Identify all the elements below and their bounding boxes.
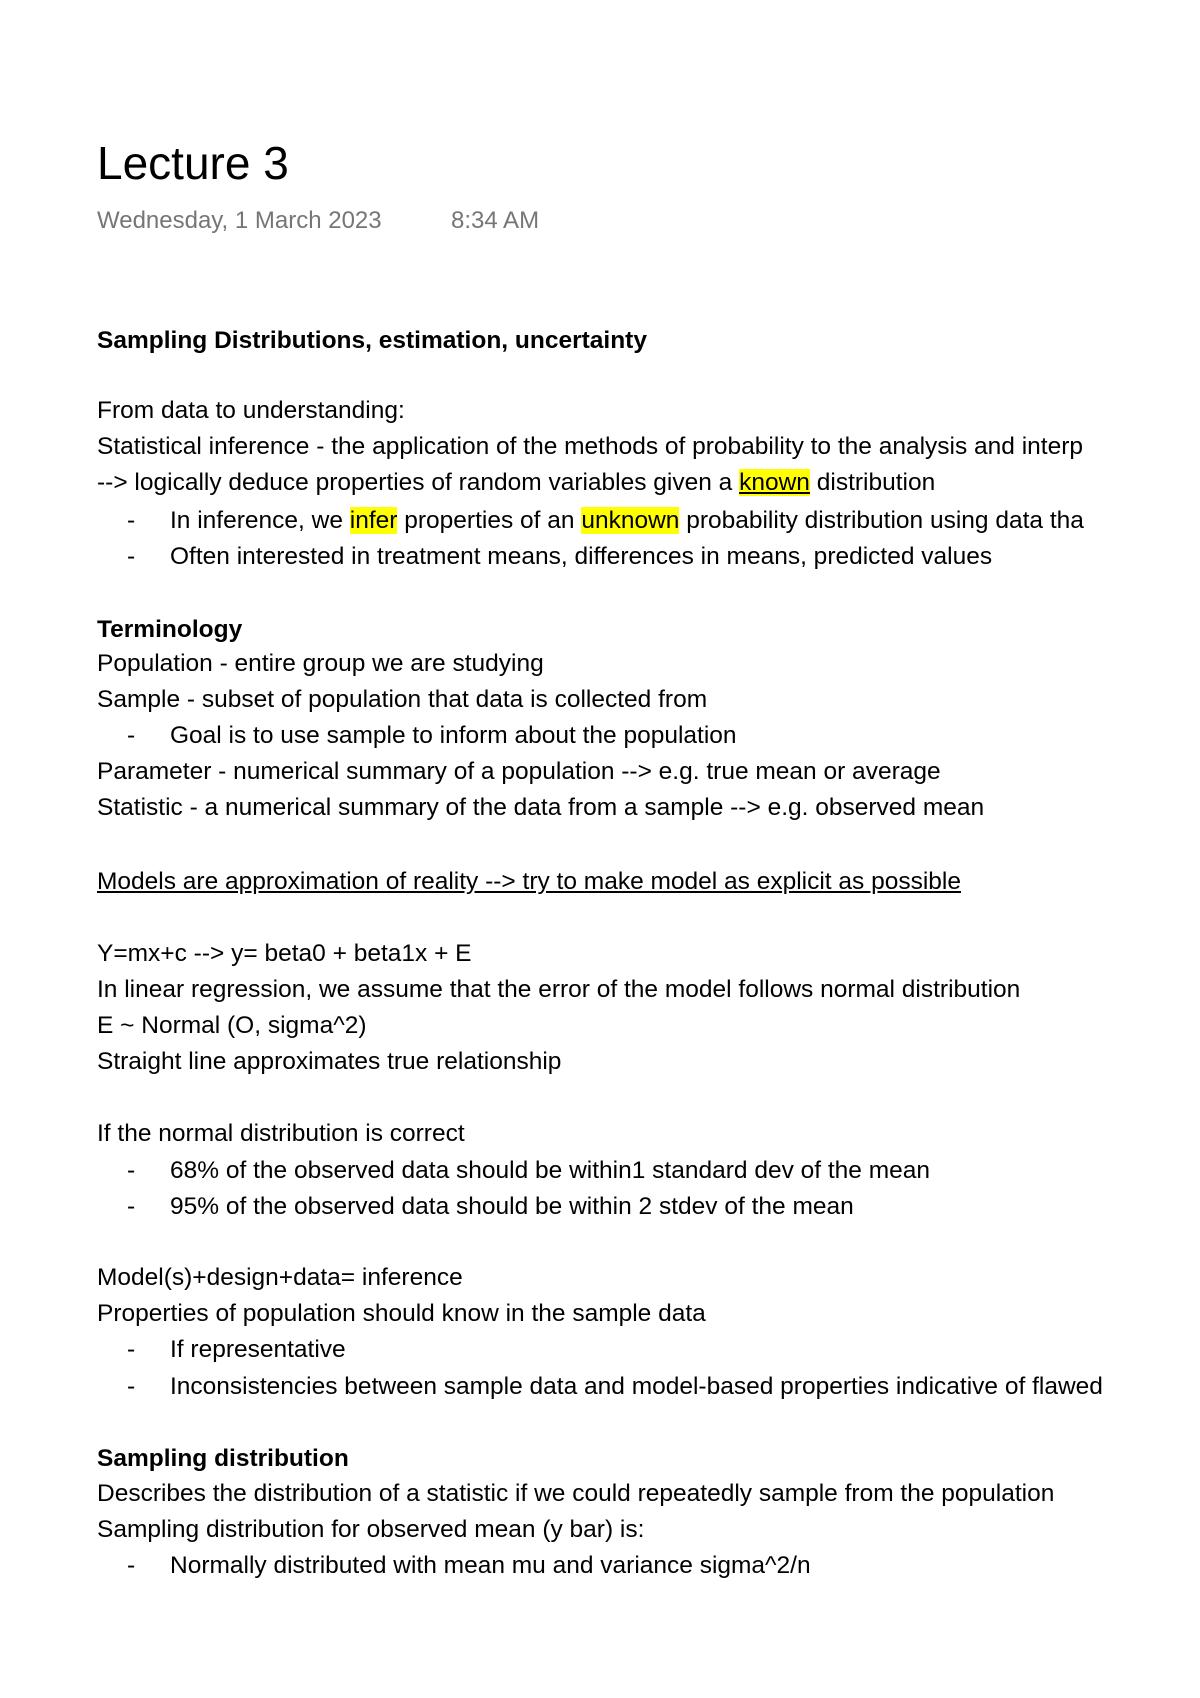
bullet-95: 95% of the observed data should be within 2 stdev of the mean <box>170 1193 854 1220</box>
section-heading-terminology: Terminology <box>97 616 243 643</box>
properties-text: Properties of population should know in the sample data <box>97 1300 706 1327</box>
sampling-describes: Describes the distribution of a statistic if we could repeatedly sample from the population <box>97 1480 1055 1507</box>
intro-text: From data to understanding: <box>97 397 405 424</box>
term-parameter: Parameter - numerical summary of a population --> e.g. true mean or average <box>97 758 941 785</box>
deduce-line: --> logically deduce properties of random variables given a known distribution <box>97 469 936 496</box>
term-population: Population - entire group we are studying <box>97 650 544 677</box>
term-statistic: Statistic - a numerical summary of the data from a sample --> e.g. observed mean <box>97 794 985 821</box>
models-underlined: Models are approximation of reality --> try to make model as explicit as possible <box>97 868 961 895</box>
term-sample: Sample - subset of population that data is collected from <box>97 686 708 713</box>
page-time: 8:34 AM <box>451 207 540 234</box>
bullet-marker: - <box>127 722 136 749</box>
bullet-marker: - <box>127 1157 136 1184</box>
sampling-for-mean: Sampling distribution for observed mean (y bar) is: <box>97 1516 645 1543</box>
section-heading-sampling: Sampling Distributions, estimation, uncertainty <box>97 327 647 354</box>
bullet-infer: In inference, we infer properties of an unknown probability distribution using data tha <box>170 507 1084 534</box>
bullet-inconsistencies: Inconsistencies between sample data and model-based properties indicative of flawed <box>170 1373 1103 1400</box>
highlight-infer: infer <box>349 507 398 534</box>
straight-line-note: Straight line approximates true relationship <box>97 1048 562 1075</box>
highlight-known: known <box>739 469 810 496</box>
bullet-68: 68% of the observed data should be within1 standard dev of the mean <box>170 1157 931 1184</box>
bullet-normally-distributed: Normally distributed with mean mu and variance sigma^2/n <box>170 1552 811 1579</box>
bullet-marker: - <box>127 507 136 534</box>
bullet-marker: - <box>127 1373 136 1400</box>
bullet-interested: Often interested in treatment means, differences in means, predicted values <box>170 543 993 570</box>
bullet-marker: - <box>127 543 136 570</box>
bullet-marker: - <box>127 1193 136 1220</box>
highlight-unknown: unknown <box>581 507 680 534</box>
bullet-goal: Goal is to use sample to inform about the population <box>170 722 737 749</box>
section-heading-sampling-distribution: Sampling distribution <box>97 1445 349 1472</box>
bullet-representative: If representative <box>170 1336 346 1363</box>
linear-regression-note: In linear regression, we assume that the error of the model follows normal distribution <box>97 976 1021 1003</box>
page-title: Lecture 3 <box>97 137 289 189</box>
model-equation: Y=mx+c --> y= beta0 + beta1x + E <box>97 940 472 967</box>
bullet-marker: - <box>127 1552 136 1579</box>
if-normal-text: If the normal distribution is correct <box>97 1120 465 1147</box>
page-date: Wednesday, 1 March 2023 <box>97 207 382 234</box>
inference-formula: Model(s)+design+data= inference <box>97 1264 463 1291</box>
inference-definition: Statistical inference - the application of the methods of probability to the analysis and interp <box>97 433 1084 460</box>
bullet-marker: - <box>127 1336 136 1363</box>
error-distribution: E ~ Normal (O, sigma^2) <box>97 1012 367 1039</box>
